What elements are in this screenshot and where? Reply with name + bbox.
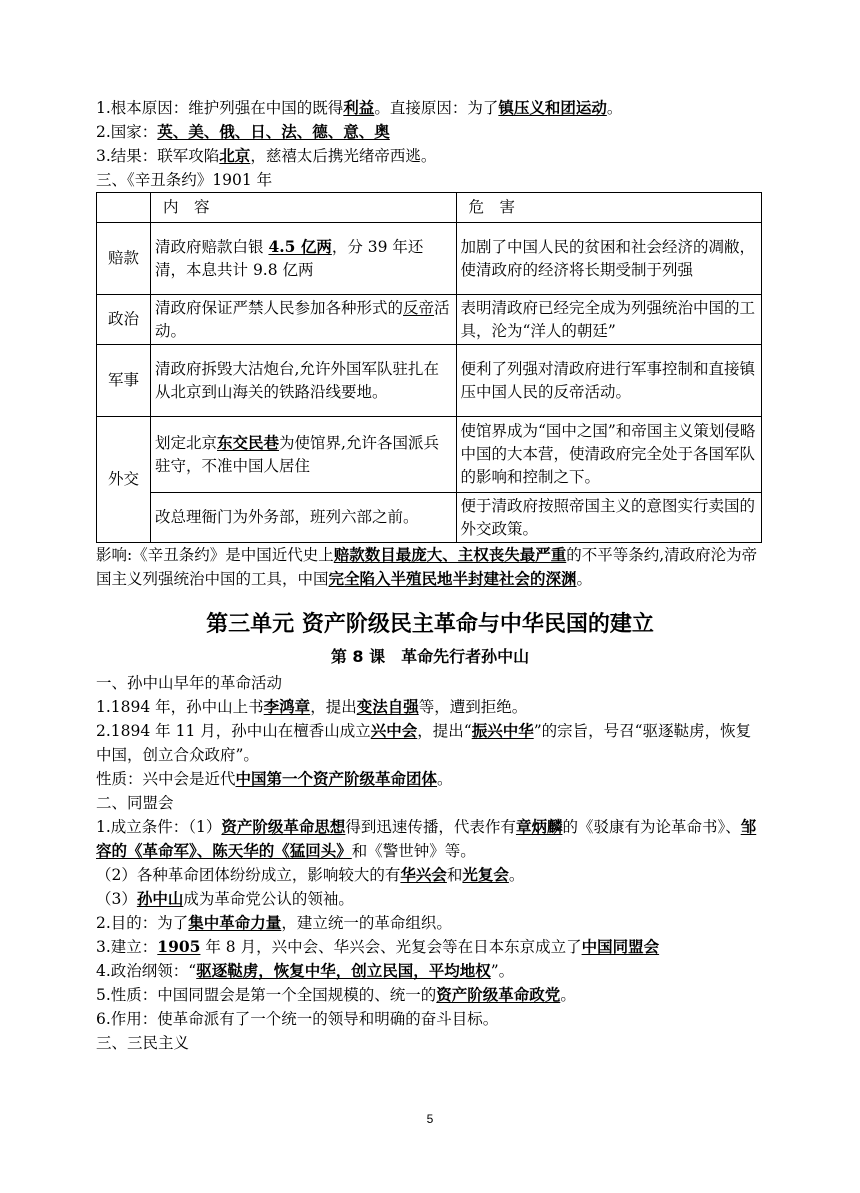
key-term: 邹容的《革命军》、陈天华的《猛回头》 — [96, 817, 757, 860]
paragraph: 1.成立条件：（1）资产阶级革命思想得到迅速传播，代表作有章炳麟的《驳康有为论革命书》、邹容的《革命军》、陈天华的《猛回头》和《警世钟》等。 — [96, 817, 757, 860]
paragraph: （2）各种革命团体纷纷成立，影响较大的有华兴会和光复会。 — [96, 865, 525, 884]
table-row — [97, 417, 762, 493]
header-content: 内 容 — [151, 193, 456, 223]
key-term: 北京 — [219, 146, 251, 165]
row-harm: 加剧了中国人民的贫困和社会经济的凋敝，使清政府的经济将长期受制于列强 — [456, 223, 762, 295]
key-term: 中国第一个资产阶级革命团体 — [235, 769, 438, 788]
key-term: 孙中山 — [136, 889, 184, 908]
table-row — [97, 493, 762, 543]
key-term: 中国同盟会 — [581, 937, 660, 956]
row-harm: 表明清政府已经完全成为列强统治中国的工具，沦为“洋人的朝廷” — [456, 295, 762, 345]
paragraph: 1.根本原因：维护列强在中国的既得利益。直接原因：为了镇压义和团运动。 — [96, 98, 623, 117]
key-term: 资产阶级革命思想 — [221, 817, 346, 836]
key-term: 李鸿章 — [263, 697, 311, 716]
table-row — [97, 295, 762, 345]
unit-title: 第三单元 资产阶级民主革命与中华民国的建立 — [206, 612, 654, 637]
key-term: 反帝 — [403, 298, 435, 317]
key-term: 振兴中华 — [471, 721, 534, 740]
section-heading: 三、三民主义 — [96, 1034, 190, 1052]
paragraph: 2.1894 年 11 月，孙中山在檀香山成立兴中会，提出“振兴中华”的宗旨，号召“驱逐鞑虏，恢复中国，创立合众政府”。 — [96, 721, 752, 764]
key-term: 利益 — [343, 98, 375, 117]
row-content: 清政府保证严禁人民参加各种形式的反帝活动。 — [151, 295, 456, 345]
section-heading: 一、孙中山早年的革命活动 — [96, 674, 283, 692]
paragraph: 4.政治纲领：“驱逐鞑虏，恢复中华，创立民国，平均地权”。 — [96, 961, 515, 980]
paragraph: 性质：兴中会是近代中国第一个资产阶级革命团体。 — [96, 769, 453, 788]
section-heading: 三、《辛丑条约》1901 年 — [96, 171, 273, 189]
row-content: 清政府拆毁大沽炮台,允许外国军队驻扎在从北京到山海关的铁路沿线要地。 — [151, 345, 456, 417]
key-term: 变法自强 — [356, 697, 419, 716]
key-term: 赔款数目最庞大、主权丧失最严重 — [333, 545, 567, 564]
row-category: 外交 — [97, 417, 151, 543]
paragraph: 5.性质：中国同盟会是第一个全国规模的、统一的资产阶级革命政党。 — [96, 985, 576, 1004]
table-header-row — [97, 193, 762, 223]
key-term: 1905 — [157, 937, 201, 956]
key-term: 镇压义和团运动 — [498, 98, 607, 117]
table-row — [97, 223, 762, 295]
paragraph: 3.结果：联军攻陷北京，慈禧太后携光绪帝西逃。 — [96, 146, 437, 165]
row-category: 政治 — [97, 295, 151, 345]
row-category: 军事 — [97, 345, 151, 417]
key-term: 驱逐鞑虏，恢复中华，创立民国，平均地权 — [196, 961, 491, 980]
key-term: 光复会 — [462, 865, 509, 884]
row-category: 赔款 — [97, 223, 151, 295]
lesson-title: 第 8 课 革命先行者孙中山 — [330, 647, 530, 666]
document-page — [96, 96, 764, 1055]
key-term: 东交民巷 — [217, 433, 280, 452]
key-term: 资产阶级革命政党 — [436, 985, 561, 1004]
row-content: 改总理衙门为外务部，班列六部之前。 — [151, 493, 456, 543]
key-term: 华兴会 — [400, 865, 447, 884]
treaty-table — [96, 192, 762, 543]
paragraph: 2.国家：英、美、俄、日、法、德、意、奥 — [96, 122, 390, 141]
row-harm: 便于清政府按照帝国主义的意图实行卖国的外交政策。 — [456, 493, 762, 543]
row-harm: 便利了列强对清政府进行军事控制和直接镇压中国人民的反帝活动。 — [456, 345, 762, 417]
paragraph: 1.1894 年，孙中山上书李鸿章，提出变法自强等，遭到拒绝。 — [96, 697, 528, 716]
key-term: 英、美、俄、日、法、德、意、奥 — [157, 122, 390, 141]
row-content: 划定北京东交民巷为使馆界,允许各国派兵驻守，不准中国人居住 — [151, 417, 456, 493]
paragraph: 2.目的：为了集中革命力量，建立统一的革命组织。 — [96, 913, 452, 932]
row-harm: 使馆界成为“国中之国”和帝国主义策划侵略中国的大本营，使清政府完全处于各国军队的影响和控制之下。 — [456, 417, 762, 493]
paragraph: （3）孙中山成为革命党公认的领袖。 — [96, 889, 354, 908]
page-number: 5 — [426, 1112, 434, 1126]
paragraph: 3.建立：1905 年 8 月，兴中会、华兴会、光复会等在日本东京成立了中国同盟会 — [96, 937, 660, 956]
header-harm: 危 害 — [456, 193, 762, 223]
key-term: 集中革命力量 — [188, 913, 282, 932]
paragraph: 6.作用：使革命派有了一个统一的领导和明确的奋斗目标。 — [96, 1010, 499, 1028]
key-term: 4.5 亿两 — [268, 237, 332, 256]
key-term: 兴中会 — [370, 721, 418, 740]
table-row — [97, 345, 762, 417]
impact-paragraph: 影响:《辛丑条约》是中国近代史上赔款数目最庞大、主权丧失最严重的不平等条约,清政府沦为帝国主义列强统治中国的工具，中国完全陷入半殖民地半封建社会的深渊。 — [96, 545, 758, 588]
row-content: 清政府赔款白银 4.5 亿两，分 39 年还清，本息共计 9.8 亿两 — [151, 223, 456, 295]
section-heading: 二、同盟会 — [96, 794, 174, 812]
key-term: 完全陷入半殖民地半封建社会的深渊 — [328, 569, 577, 588]
key-term: 章炳麟 — [515, 817, 563, 836]
